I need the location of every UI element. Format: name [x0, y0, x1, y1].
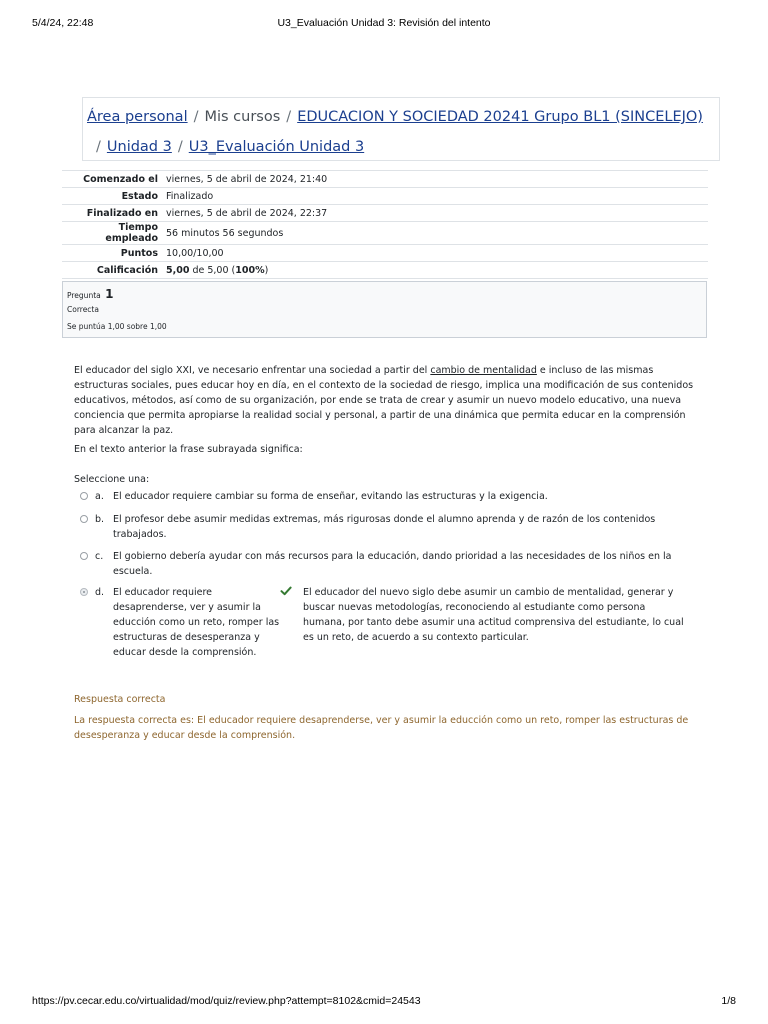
summary-row-state	[62, 188, 708, 205]
print-footer	[0, 995, 768, 1009]
radio-option-a[interactable]	[80, 492, 88, 500]
grade-end: )	[264, 264, 269, 276]
print-header	[0, 17, 768, 31]
option-text: El gobierno debería ayudar con más recursos para la educación, dando prioridad a las necesidades de los niños en la escuela.	[113, 551, 672, 577]
outcome-title: Respuesta correcta	[74, 694, 166, 705]
option-letter: b.	[95, 514, 105, 525]
breadcrumb-my-courses: Mis cursos	[204, 109, 281, 125]
points-label: Puntos	[62, 245, 162, 262]
option-text: El educador requiere cambiar su forma de enseñar, evitando las estructuras y la exigencia.	[113, 491, 548, 502]
option-text: El educador requiere desaprenderse, ver y asumir la educción como un reto, romper las estructuras de desesperanza y educar desde la comprensión.	[113, 587, 280, 658]
option-letter: d.	[95, 587, 105, 598]
question-state: Correcta	[67, 305, 99, 314]
started-label: Comenzado el	[62, 171, 162, 188]
summary-row-time	[62, 222, 708, 245]
question-text-after: e incluso de las mismas estructuras sociales, pues educar hoy en día, en el contexto de la sociedad de riesgo, implica una modificación de sus contenidos educativos, métodos, así como de su organización, por ende se trata de crear y asumir un nuevo modelo educativo, una nueva conciencia que permita apropiarse la realidad social y personal, a partir de una dinámica que permita educar en la comprensión para alcanzar la paz.	[74, 365, 694, 436]
time-value: 56 minutos 56 segundos	[162, 222, 708, 245]
question-number	[67, 286, 702, 302]
question-number-value: 1	[105, 287, 114, 301]
summary-row-points	[62, 245, 708, 262]
summary-row-grade	[62, 262, 708, 279]
breadcrumb-line-2	[87, 136, 715, 166]
radio-option-b[interactable]	[80, 515, 88, 523]
points-value: 10,00/10,00	[162, 245, 708, 262]
breadcrumb-line-1	[87, 106, 715, 136]
breadcrumb-separator: /	[96, 139, 101, 155]
grade-mid: de 5,00 (	[189, 264, 236, 276]
state-label: Estado	[62, 188, 162, 205]
grade-score: 5,00	[166, 264, 190, 276]
print-page-count: 1/8	[721, 995, 736, 1007]
correct-answer-text: La respuesta correcta es: El educador requiere desaprenderse, ver y asumir la educción como un reto, romper las estructuras de desesperanza y educar desde la comprensión.	[74, 715, 689, 741]
summary-row-started	[62, 171, 708, 188]
breadcrumb-course-link[interactable]: EDUCACION Y SOCIEDAD 20241 Grupo BL1 (SINCELEJO)	[297, 109, 703, 125]
specific-feedback: El educador del nuevo siglo debe asumir un cambio de mentalidad, generar y buscar nuevas metodologías, reconociendo al estudiante como persona humana, por tanto debe asumir una actitud comprensiva del estudiante, lo cual es un reto, de acuerdo a su contexto particular.	[303, 587, 684, 643]
breadcrumb-home-link[interactable]: Área personal	[87, 109, 188, 125]
question-number-label: Pregunta	[67, 291, 101, 300]
breadcrumb-separator: /	[177, 139, 183, 155]
breadcrumb	[82, 97, 720, 161]
grade-label: Calificación	[62, 262, 162, 279]
grade-value	[162, 262, 708, 279]
breadcrumb-unit-link[interactable]: Unidad 3	[106, 139, 172, 155]
option-text: El profesor debe asumir medidas extremas, más rigurosas donde el alumno aprenda y de razón de los contenidos trabajados.	[113, 514, 656, 540]
grade-percent: 100%	[235, 264, 265, 276]
breadcrumb-separator: /	[193, 109, 199, 125]
select-one-label: Seleccione una:	[74, 474, 150, 485]
summary-row-finished	[62, 205, 708, 222]
question-text-before: El educador del siglo XXI, ve necesario enfrentar una sociedad a partir del	[74, 365, 431, 376]
time-label: Tiempo empleado	[62, 222, 162, 245]
breadcrumb-separator: /	[286, 109, 292, 125]
question-info-box	[62, 281, 707, 338]
radio-option-c[interactable]	[80, 552, 88, 560]
option-letter: c.	[95, 551, 104, 562]
option-letter: a.	[95, 491, 104, 502]
finished-value: viernes, 5 de abril de 2024, 22:37	[162, 205, 708, 222]
attempt-summary-table	[62, 170, 708, 279]
state-value: Finalizado	[162, 188, 708, 205]
question-prompt: En el texto anterior la frase subrayada significa:	[74, 444, 303, 455]
started-value: viernes, 5 de abril de 2024, 21:40	[162, 171, 708, 188]
question-text	[74, 363, 694, 438]
print-datetime: 5/4/24, 22:48	[32, 17, 94, 29]
print-url: https://pv.cecar.edu.co/virtualidad/mod/quiz/review.php?attempt=8102&cmid=24543	[32, 995, 421, 1007]
print-page-title: U3_Evaluación Unidad 3: Revisión del intento	[277, 17, 491, 29]
check-icon	[280, 585, 292, 597]
breadcrumb-quiz-link[interactable]: U3_Evaluación Unidad 3	[188, 139, 365, 155]
question-text-underlined: cambio de mentalidad	[430, 365, 537, 376]
question-grade-info: Se puntúa 1,00 sobre 1,00	[67, 322, 167, 331]
radio-option-d-selected[interactable]	[80, 588, 88, 596]
finished-label: Finalizado en	[62, 205, 162, 222]
